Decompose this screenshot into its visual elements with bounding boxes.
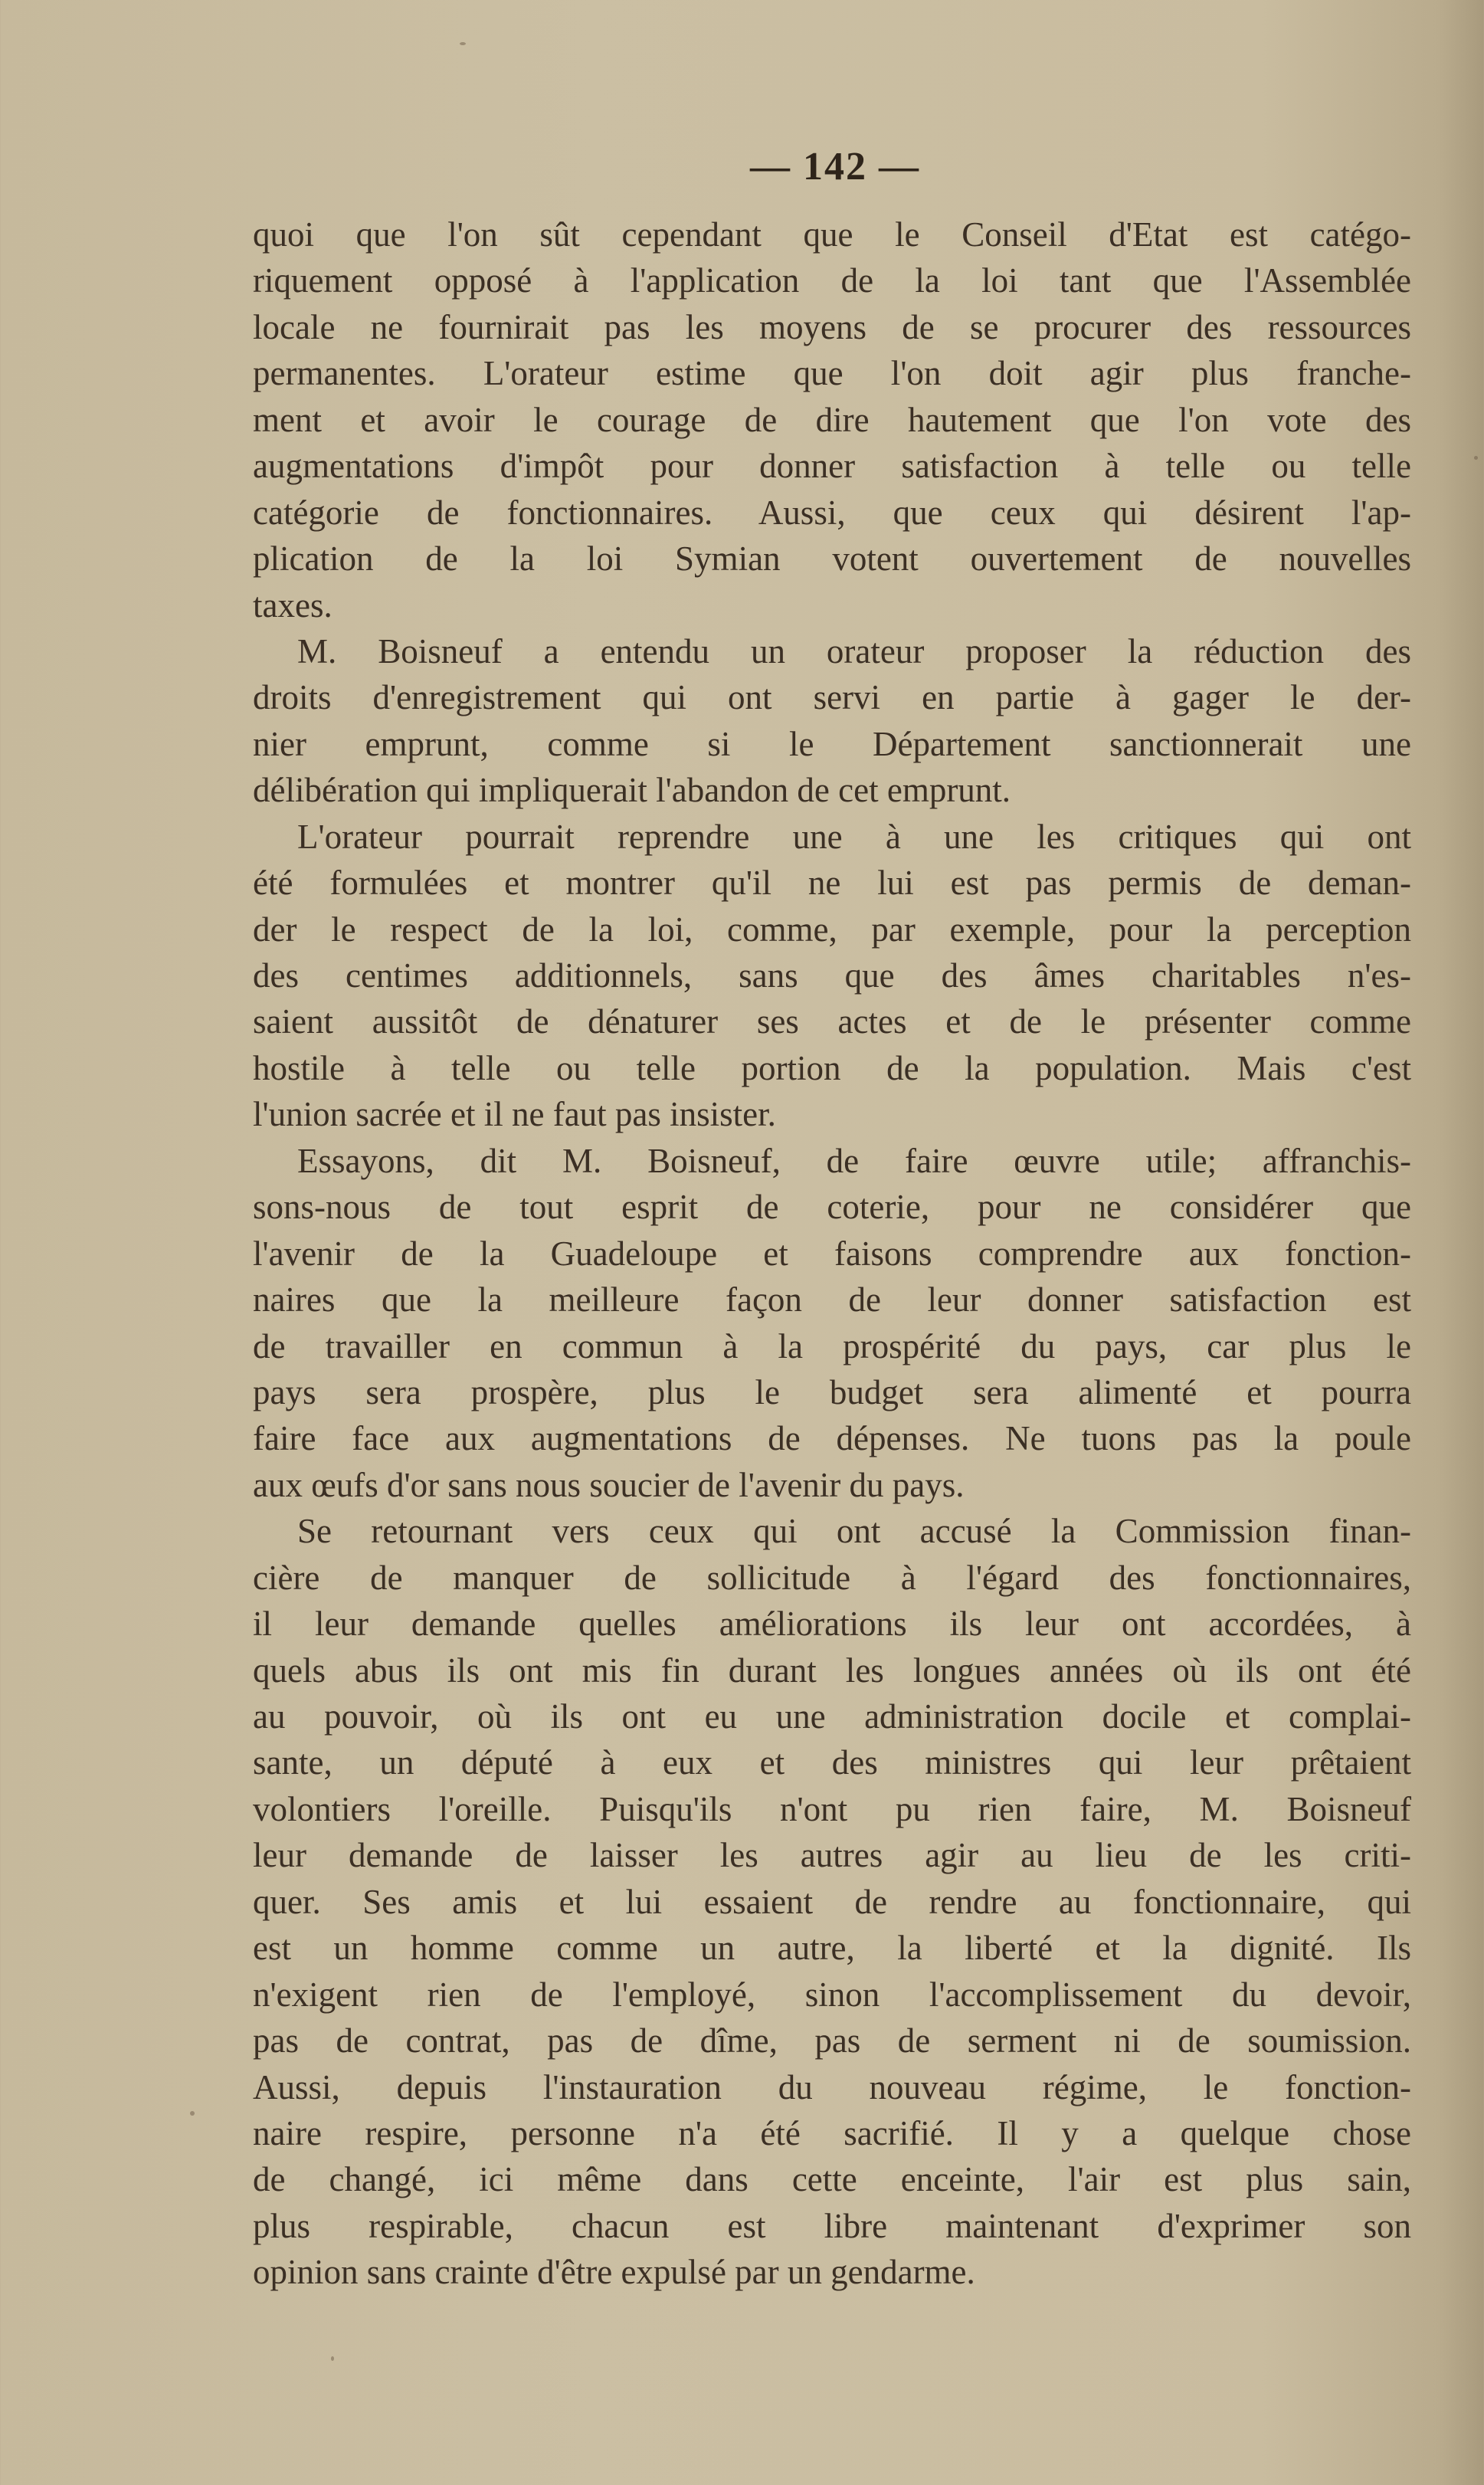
text-line: hostile à telle ou telle portion de la population. Mais c'est: [253, 1048, 1411, 1087]
text-line: aux œufs d'or sans nous soucier de l'avenir du pays.: [253, 1465, 965, 1504]
text-line: naire respire, personne n'a été sacrifié. Il y a quelque chose: [253, 2113, 1411, 2152]
paper-speck: [190, 2111, 195, 2116]
paragraph: [253, 814, 1411, 1138]
text-line: délibération qui impliquerait l'abandon de cet emprunt.: [253, 771, 1011, 810]
text-line: permanentes. L'orateur estime que l'on doit agir plus franche-: [253, 354, 1411, 393]
text-line: pas de contrat, pas de dîme, pas de serment ni de soumission.: [253, 2021, 1411, 2060]
text-line: augmentations d'impôt pour donner satisfaction à telle ou telle: [253, 447, 1411, 486]
text-line: n'exigent rien de l'employé, sinon l'accomplissement du devoir,: [253, 1975, 1411, 2014]
text-line: quels abus ils ont mis fin durant les longues années où ils ont été: [253, 1651, 1411, 1690]
text-line: saient aussitôt de dénaturer ses actes et de le présenter comme: [253, 1002, 1411, 1041]
paper-speck: [1474, 456, 1478, 460]
text-line: L'orateur pourrait reprendre une à une les critiques qui ont: [297, 817, 1411, 856]
text-line: taxes.: [253, 585, 333, 625]
text-line: Aussi, depuis l'instauration du nouveau régime, le fonction-: [253, 2067, 1411, 2106]
text-line: plus respirable, chacun est libre maintenant d'exprimer son: [253, 2206, 1411, 2245]
text-line: quoi que l'on sût cependant que le Conseil d'Etat est catégo-: [253, 215, 1411, 254]
paragraph: [253, 1508, 1411, 2295]
text-line: opinion sans crainte d'être expulsé par un gendarme.: [253, 2253, 975, 2292]
text-line: ment et avoir le courage de dire hautement que l'on vote des: [253, 400, 1411, 439]
text-line: quer. Ses amis et lui essaient de rendre au fonctionnaire, qui: [253, 1882, 1411, 1921]
text-line: riquement opposé à l'application de la loi tant que l'Assemblée: [253, 261, 1411, 300]
text-line: M. Boisneuf a entendu un orateur proposer la réduction des: [297, 631, 1411, 670]
text-line: cière de manquer de sollicitude à l'égard des fonctionnaires,: [253, 1558, 1411, 1597]
text-line: l'avenir de la Guadeloupe et faisons comprendre aux fonction-: [253, 1234, 1411, 1273]
text-line: faire face aux augmentations de dépenses. Ne tuons pas la poule: [253, 1419, 1411, 1458]
text-line: de changé, ici même dans cette enceinte, l'air est plus sain,: [253, 2160, 1411, 2199]
paragraph: [253, 1138, 1411, 1509]
body-text: [253, 211, 1411, 2296]
text-line: naires que la meilleure façon de leur donner satisfaction est: [253, 1280, 1411, 1320]
paragraph: [253, 211, 1411, 628]
text-line: sons-nous de tout esprit de coterie, pour ne considérer que: [253, 1188, 1411, 1227]
text-line: der le respect de la loi, comme, par exemple, pour la perception: [253, 910, 1411, 949]
text-line: pays sera prospère, plus le budget sera alimenté et pourra: [253, 1372, 1411, 1411]
paragraph: [253, 628, 1411, 814]
text-line: nier emprunt, comme si le Département sanctionnerait une: [253, 724, 1411, 763]
text-line: droits d'enregistrement qui ont servi en partie à gager le der-: [253, 678, 1411, 717]
text-line: Essayons, dit M. Boisneuf, de faire œuvre utile; affranchis-: [297, 1141, 1411, 1180]
text-line: au pouvoir, où ils ont eu une administration docile et complai-: [253, 1697, 1411, 1736]
text-line: leur demande de laisser les autres agir au lieu de les criti-: [253, 1836, 1411, 1875]
page-number: — 142 —: [750, 145, 920, 189]
text-line: volontiers l'oreille. Puisqu'ils n'ont pu rien faire, M. Boisneuf: [253, 1789, 1411, 1828]
text-line: est un homme comme un autre, la liberté et la dignité. Ils: [253, 1929, 1411, 1968]
text-line: l'union sacrée et il ne faut pas insister.: [253, 1095, 776, 1134]
paper-speck: [331, 2356, 334, 2361]
text-line: sante, un député à eux et des ministres qui leur prêtaient: [253, 1743, 1411, 1782]
paper-speck: [460, 42, 466, 45]
text-line: il leur demande quelles améliorations ils leur ont accordées, à: [253, 1605, 1411, 1644]
text-line: été formulées et montrer qu'il ne lui est pas permis de deman-: [253, 864, 1411, 903]
text-line: des centimes additionnels, sans que des âmes charitables n'es-: [253, 956, 1411, 995]
text-line: Se retournant vers ceux qui ont accusé la Commission finan-: [297, 1512, 1411, 1551]
text-line: plication de la loi Symian votent ouvertement de nouvelles: [253, 539, 1411, 579]
text-line: de travailler en commun à la prospérité du pays, car plus le: [253, 1326, 1411, 1365]
text-line: catégorie de fonctionnaires. Aussi, que ceux qui désirent l'ap-: [253, 493, 1411, 532]
text-line: locale ne fournirait pas les moyens de se procurer des ressources: [253, 307, 1411, 346]
